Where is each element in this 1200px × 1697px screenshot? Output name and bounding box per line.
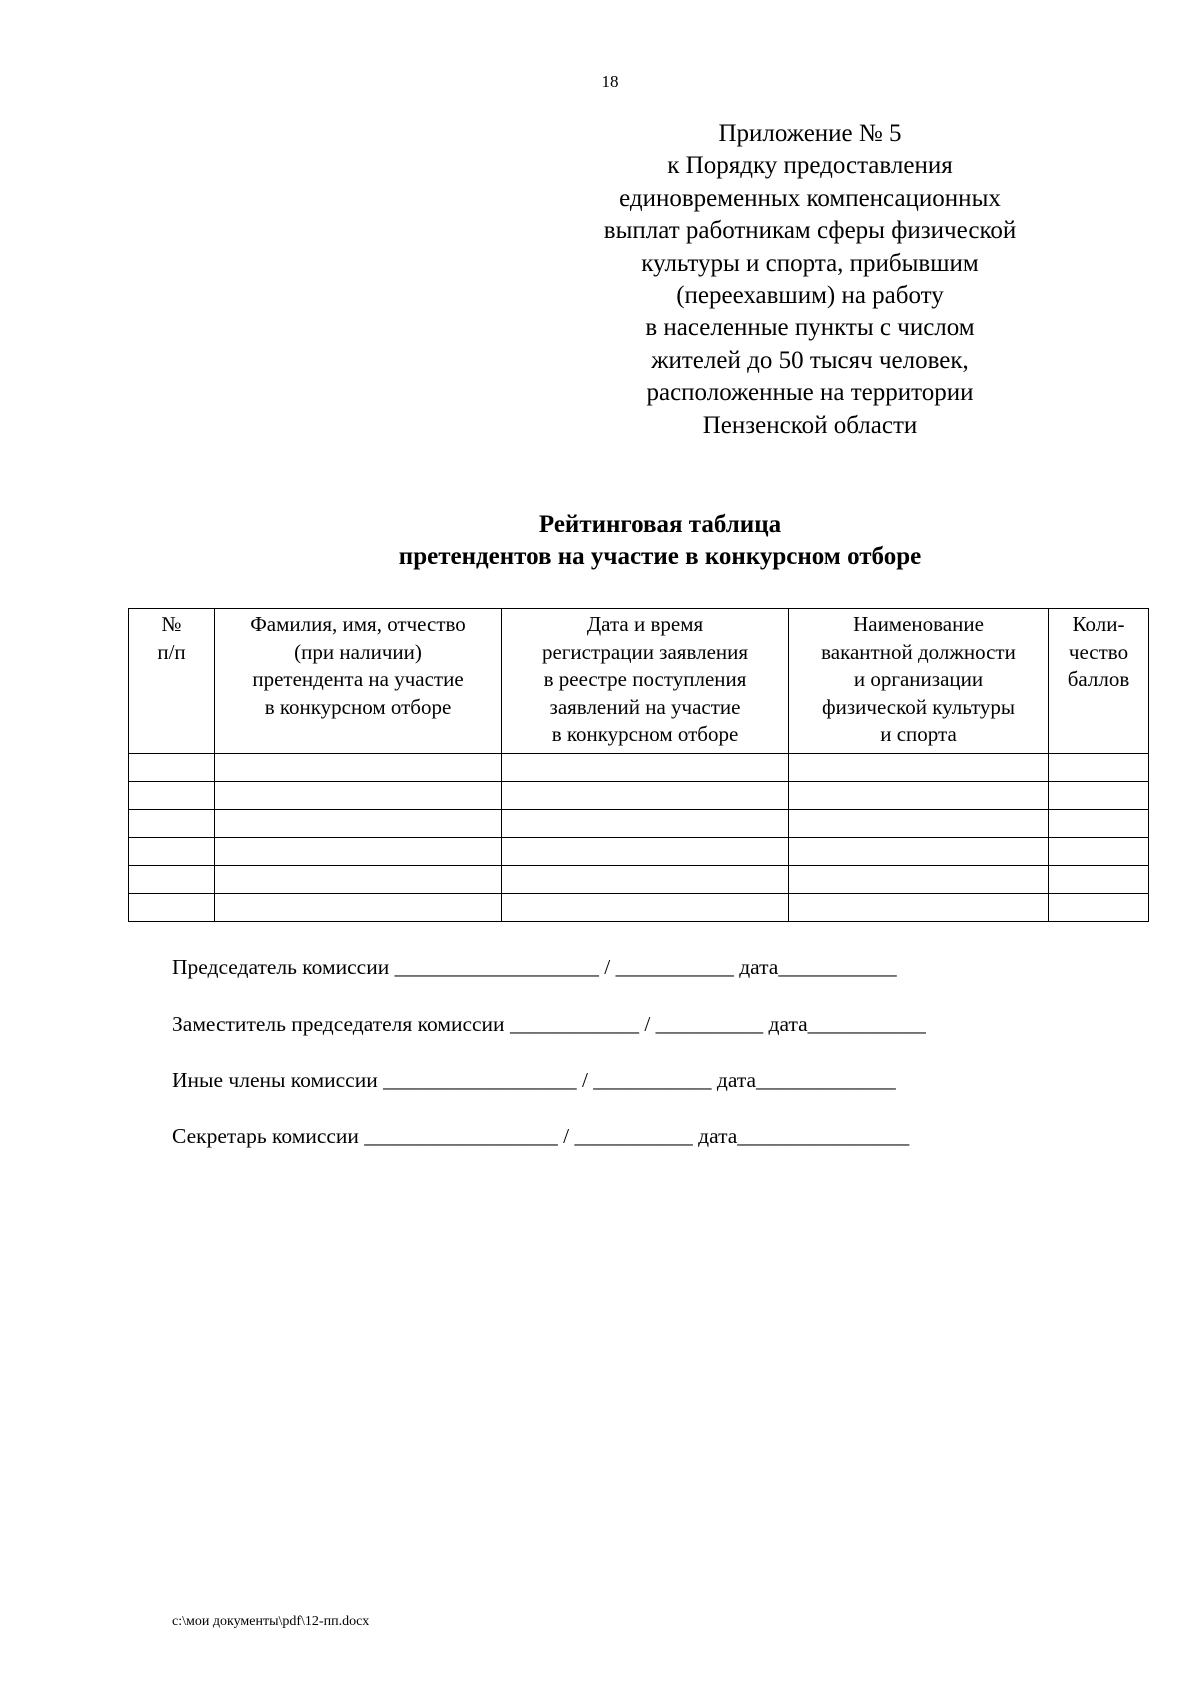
rating-table [128, 608, 1149, 922]
table-cell [502, 838, 789, 866]
table-cell [215, 810, 502, 838]
table-cell [1049, 754, 1149, 782]
header-score: Коли- чество баллов [1049, 609, 1149, 754]
appendix-line: Пензенской области [702, 411, 918, 439]
table-cell [129, 866, 215, 894]
header-position-organization: Наименование вакантной должности и организации физической культуры и спорта [789, 609, 1049, 754]
table-cell [789, 782, 1049, 810]
table-header-row [129, 609, 1149, 754]
table-cell [502, 810, 789, 838]
table-cell [129, 838, 215, 866]
appendix-line: единовременных компенсационных [619, 184, 1001, 212]
table-cell [129, 894, 215, 922]
appendix-heading [600, 118, 1020, 442]
signature-line-secretary: Секретарь комиссии __________________ / ___________ дата________________ [172, 1124, 910, 1148]
footer-file-path: c:\мои документы\pdf\12-пп.docx [172, 1614, 370, 1629]
appendix-line: к Порядку предоставления [667, 152, 953, 180]
header-number: № п/п [129, 609, 215, 754]
table-cell [789, 838, 1049, 866]
table-cell [1049, 838, 1149, 866]
table-cell [1049, 782, 1149, 810]
table-cell [129, 782, 215, 810]
table-cell [215, 866, 502, 894]
signature-line-deputy-chairman: Заместитель председателя комиссии ____________ / __________ дата___________ [172, 1012, 926, 1036]
table-cell [215, 894, 502, 922]
signature-line-chairman: Председатель комиссии ___________________ / ___________ дата___________ [172, 955, 897, 979]
table-cell [789, 894, 1049, 922]
appendix-line: Приложение № 5 [718, 120, 902, 147]
signature-line-other-members: Иные члены комиссии __________________ / ___________ дата_____________ [172, 1068, 896, 1092]
table-cell [129, 754, 215, 782]
document-title-line: Рейтинговая таблица [538, 511, 782, 538]
table-cell [215, 782, 502, 810]
table-row [129, 866, 1149, 894]
table-row [129, 894, 1149, 922]
table-cell [1049, 894, 1149, 922]
appendix-line: выплат работникам сферы физической [603, 217, 1017, 245]
table-cell [502, 866, 789, 894]
appendix-line: расположенные на территории [646, 379, 974, 407]
table-cell [1049, 866, 1149, 894]
table-cell [215, 838, 502, 866]
header-full-name: Фамилия, имя, отчество (при наличии) претендента на участие в конкурсном отборе [215, 609, 502, 754]
appendix-line: в населенные пункты с числом [645, 314, 975, 342]
appendix-line: жителей до 50 тысяч человек, [651, 346, 969, 374]
table-body [129, 754, 1149, 922]
table-row [129, 754, 1149, 782]
table-cell [789, 754, 1049, 782]
table-cell [789, 810, 1049, 838]
table-row [129, 782, 1149, 810]
appendix-line: (переехавшим) на работу [676, 282, 944, 310]
table-cell [502, 782, 789, 810]
table-cell [502, 754, 789, 782]
table-cell [129, 810, 215, 838]
table-cell [502, 894, 789, 922]
table-row [129, 838, 1149, 866]
page-number: 18 [601, 72, 619, 91]
document-title-line: претендентов на участие в конкурсном отборе [398, 543, 922, 570]
table-cell [215, 754, 502, 782]
document-title [200, 509, 1120, 573]
table-cell [1049, 810, 1149, 838]
table-row [129, 810, 1149, 838]
appendix-line: культуры и спорта, прибывшим [641, 249, 979, 277]
header-registration-date: Дата и время регистрации заявления в реестре поступления заявлений на участие в конкурсном отборе [502, 609, 789, 754]
table-cell [789, 866, 1049, 894]
